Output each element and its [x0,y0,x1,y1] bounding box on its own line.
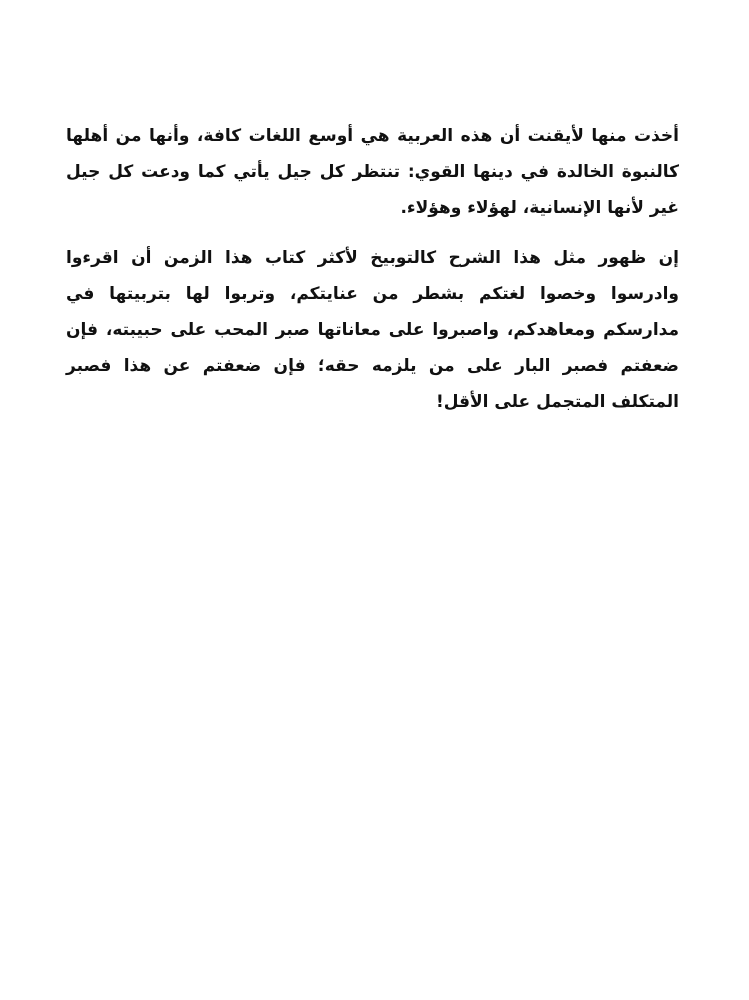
paragraph-2: إن ظهور مثل هذا الشرح كالتوبيخ لأكثر كتاب هذا الزمن أن اقرءوا وادرسوا وخصوا لغتكم بشطر من عنايتكم، وتربوا لها بتربيتها في مدارسكم ومعاهدكم، واصبروا على معاناتها صبر المحب على حبيبته، فإن ضعفتم فصبر البار على من يلزمه حقه؛ فإن ضعفتم عن هذا فصبر المتكلف المتجمل على الأقل! [66,248,679,412]
document-body [66,118,679,420]
paragraph-1: أخذت منها لأيقنت أن هذه العربية هي أوسع اللغات كافة، وأنها من أهلها كالنبوة الخالدة في دينها القوي: تنتظر كل جيل يأتي كما ودعت كل جيل غير لأنها الإنسانية، لهؤلاء وهؤلاء. [66,126,679,218]
